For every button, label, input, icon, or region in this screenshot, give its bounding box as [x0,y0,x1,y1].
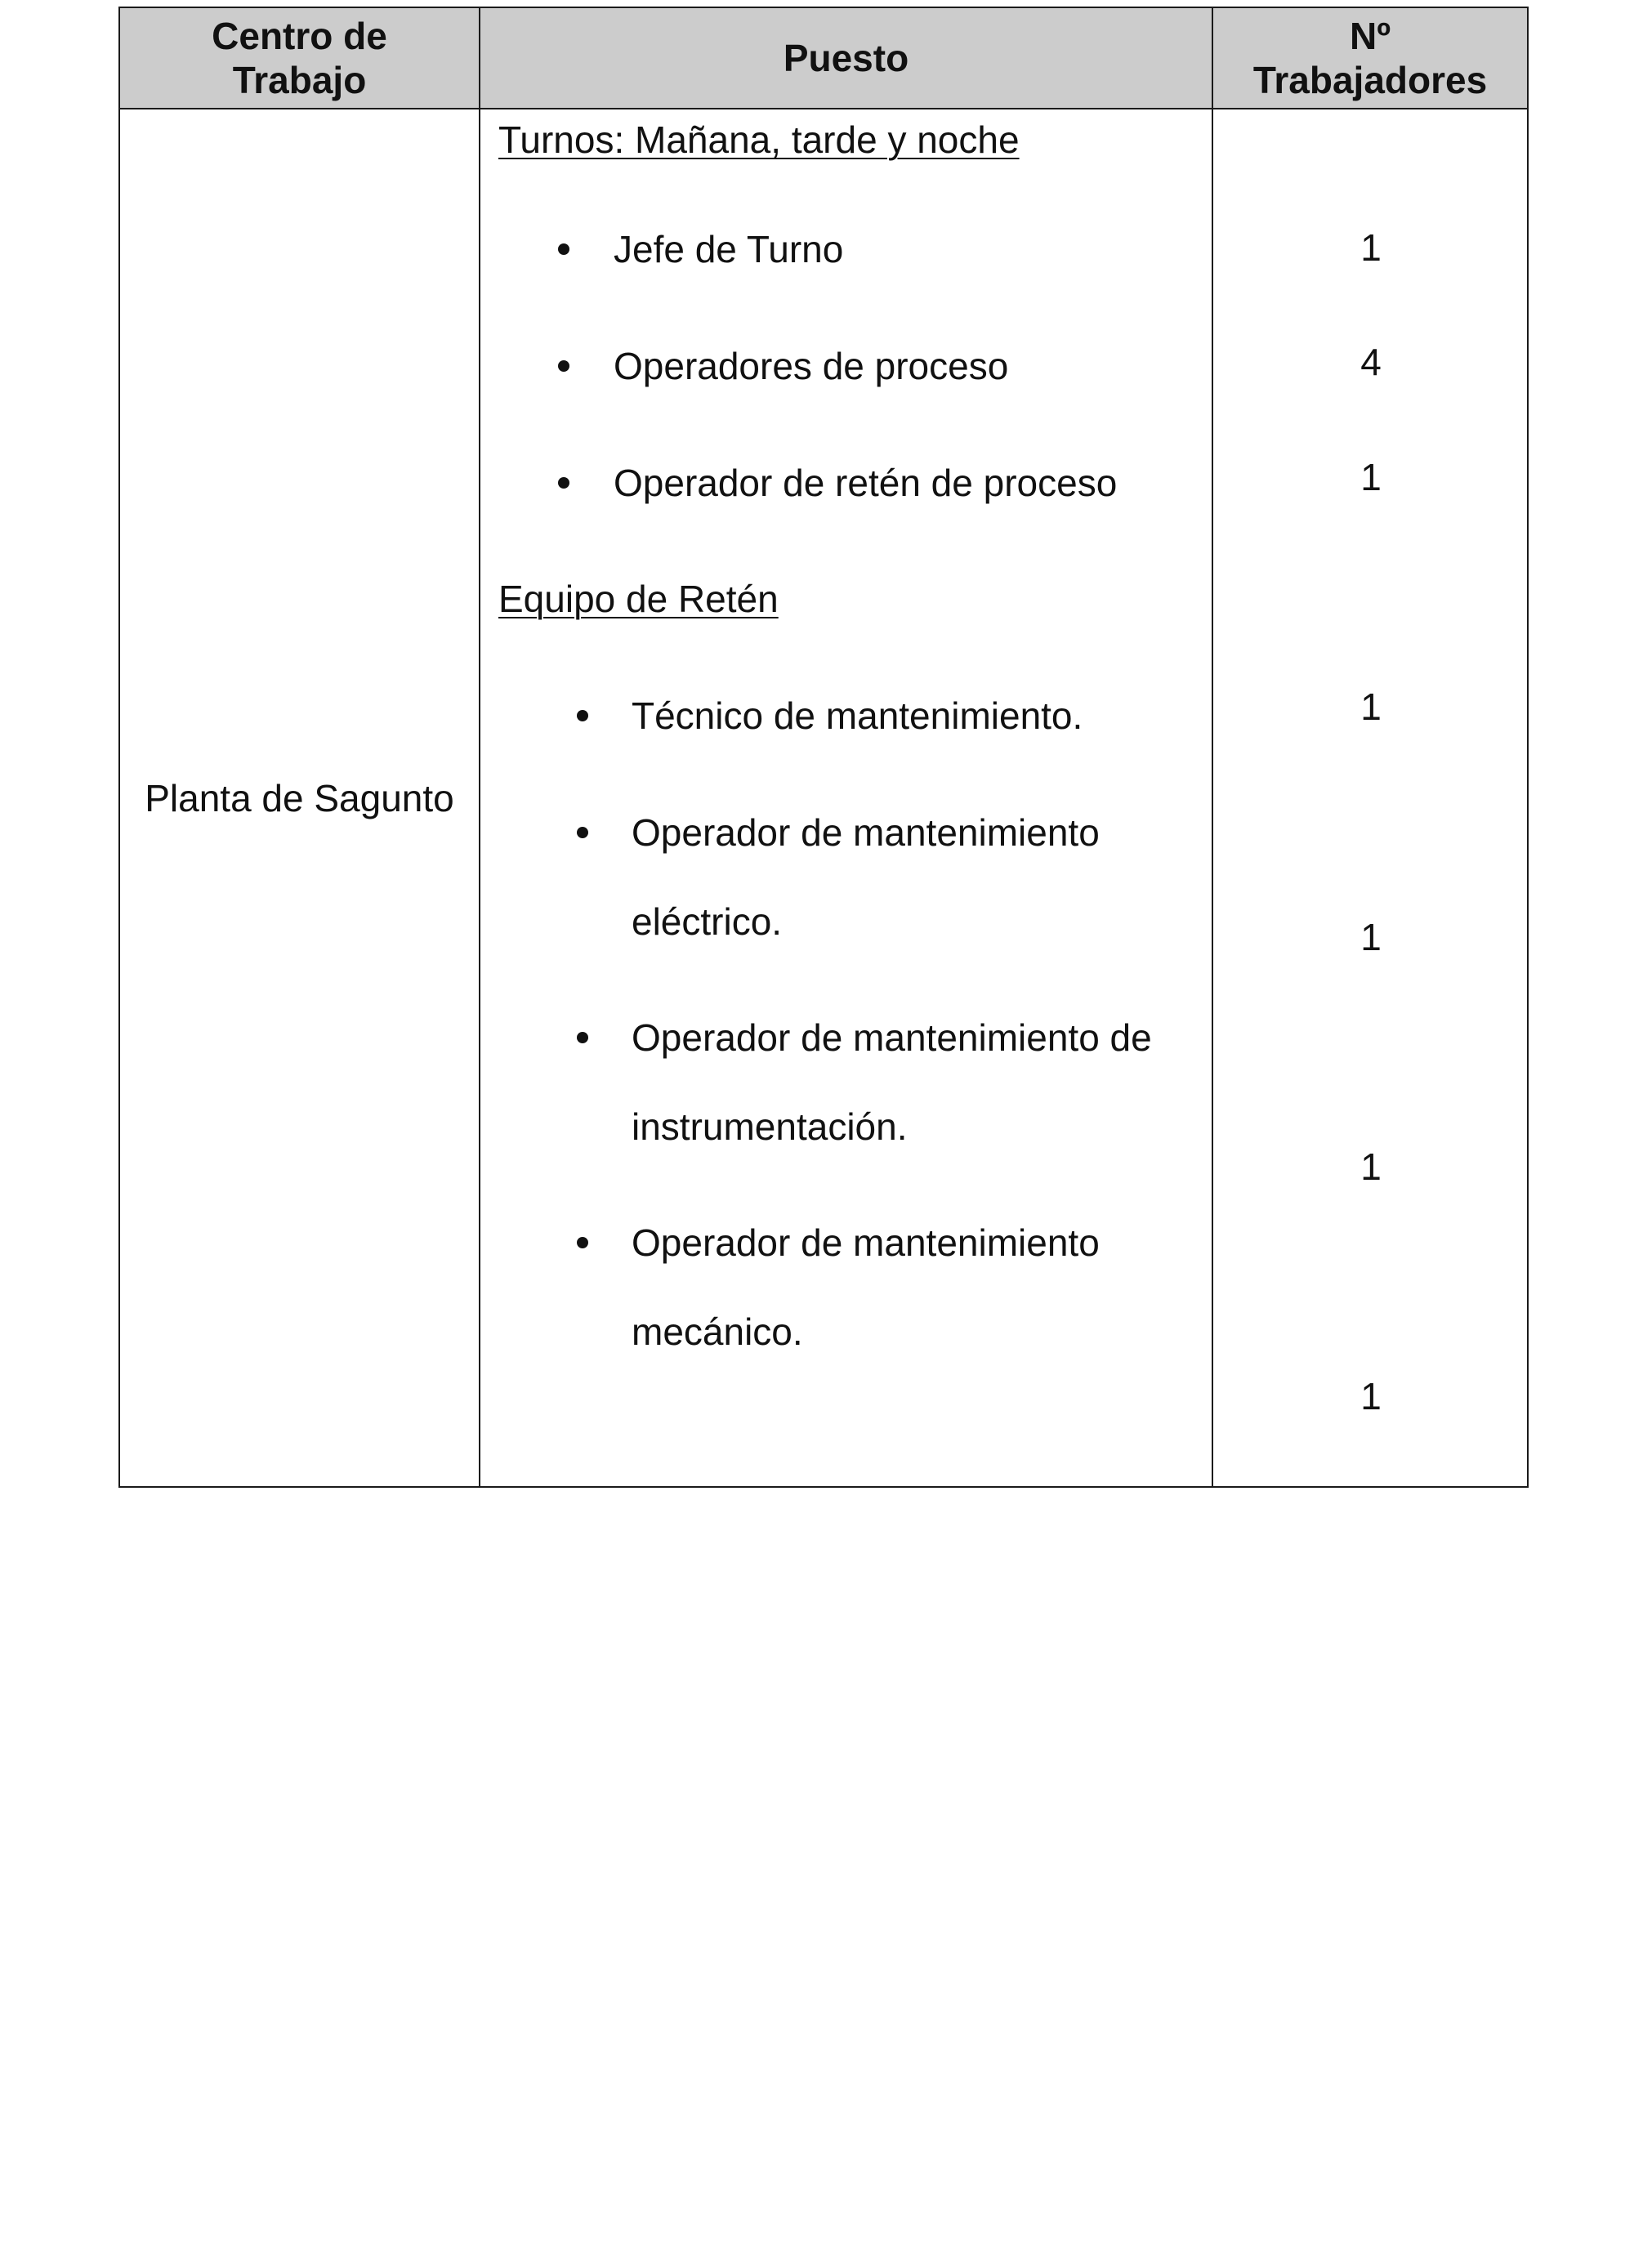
header-centro-de-trabajo [119,7,480,109]
centro-value: Planta de Sagunto [145,776,454,819]
puesto-tecnico-mantenimiento: Técnico de mantenimiento. [632,694,1083,737]
bullet-icon [577,1032,588,1043]
header-num-line1: Nº [1349,15,1391,57]
header-num-line2: Trabajadores [1252,59,1488,101]
table-row [119,109,1528,1487]
puesto-mant-instrumentacion-line2: instrumentación. [632,1105,908,1148]
count-mant-mecanico: 1 [1360,1375,1382,1418]
num-cell [1212,109,1528,1487]
group-heading-equipo-reten: Equipo de Retén [498,578,779,620]
bullet-icon [558,477,569,489]
puesto-mant-mecanico-line2: mecánico. [632,1310,803,1353]
centro-cell [119,109,480,1487]
bullet-icon [558,243,569,255]
header-centro-line2: Trabajo [232,59,367,101]
puesto-jefe-de-turno: Jefe de Turno [614,228,844,270]
header-row [119,7,1528,109]
count-mant-instrumentacion: 1 [1360,1145,1382,1188]
puesto-operadores-de-proceso: Operadores de proceso [614,345,1009,387]
puesto-mant-instrumentacion-line1: Operador de mantenimiento de [632,1016,1152,1059]
header-centro-line1: Centro de [212,15,387,57]
count-jefe-de-turno: 1 [1360,226,1382,269]
header-num-trabajadores [1212,7,1528,109]
bullet-icon [558,360,569,372]
puesto-mant-electrico-line2: eléctrico. [632,900,783,943]
count-tecnico-mantenimiento: 1 [1360,685,1382,728]
group-heading-turnos: Turnos: Mañana, tarde y noche [498,118,1020,161]
count-operador-reten-proceso: 1 [1360,456,1382,498]
header-puesto [480,7,1212,109]
puesto-operador-reten-proceso: Operador de retén de proceso [614,462,1118,504]
count-mant-electrico: 1 [1360,916,1382,958]
bullet-icon [577,710,588,721]
bullet-icon [577,1237,588,1248]
bullet-icon [577,827,588,838]
staffing-table [118,7,1529,1488]
header-puesto-label: Puesto [783,37,909,79]
count-operadores-de-proceso: 4 [1360,341,1382,383]
puesto-mant-mecanico-line1: Operador de mantenimiento [632,1221,1100,1264]
puesto-mant-electrico-line1: Operador de mantenimiento [632,811,1100,854]
puesto-cell [480,109,1212,1487]
